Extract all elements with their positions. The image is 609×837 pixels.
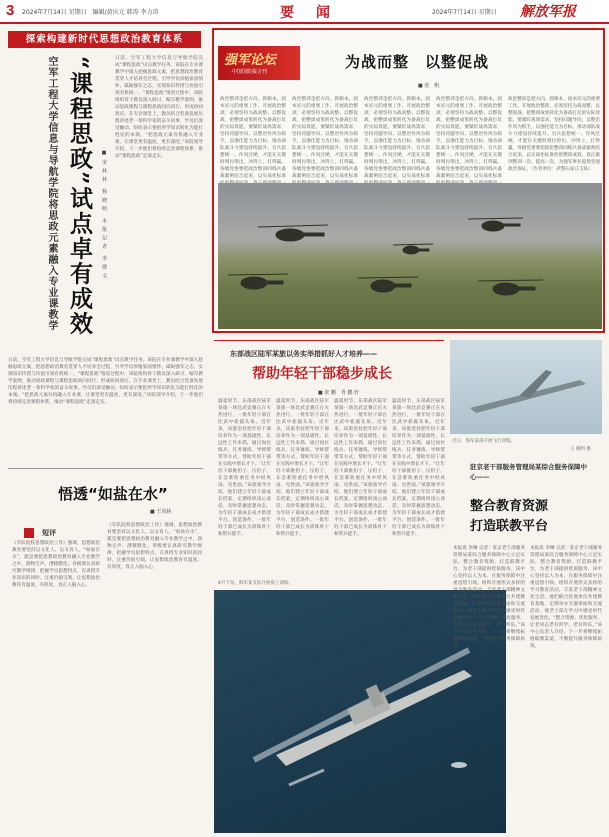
col4-body-b: 本报讯 李琳 记者：驻京老干部服务管理局某综合服务保障中心立足实际，整合教育资源，打造联教平台，为老干部提供优质服务。该中心坚持以人为本，在服务保障中注重思想引领，组织开展形式多样的学习教育活动，丰富老干部精神文化生活。他们联合驻地单位共建教育基地，定期举办专题讲座和交流活动，使老干部在学习中感受时代发展变化。“整合资源、优化服务，让老同志老有所学、老有所乐。”该中心负责人介绍，下一步将继续拓展联教渠道，不断提升服务保障质效。 (530, 546, 602, 649)
col1-headline: “课程思政”试点卓有成效 (66, 56, 93, 337)
aircraft-photo-credit: 王 晓明 摄 (570, 447, 591, 452)
col1b-body-continued: 《军队院校思想政治工作》强调，思想政治教育要坚持以文化人、以文育人。“如盐在水”，就是要把思想政治教育融入专业教学之中，润物无声、潜移默化。各级要认真研究教学规律，把握学员思想特点，在讲授专业知识的同时，注重价值引领，让思想政治教育有温度、有厚度，真正入脑入心。 (107, 523, 202, 570)
feature-body-col4: 政治整训是把方向、抓根本、固本培元的重要工作。开展政治整训，必须坚持为战而整、以整促战，把整训成果转化为备战打仗的实际效能。要紧盯战场需求，坚持问题导向，以整治作风为抓手，以强化能力为目标，推动部队战斗力建设持续提升。官兵思想统一、作风过硬，才能在关键时刻拉得出、冲得上、打得赢。各级党委要把政治整训同练兵备战紧密结合起来，以实战化标准 (436, 97, 502, 179)
feature-body-col2: 政治整训是把方向、抓根本、固本培元的重要工作。开展政治整训，必须坚持为战而整、以整促战，把整训成果转化为备战打仗的实际效能。要紧盯战场需求，坚持问题导向，以整治作风为抓手，以强化能力为目标，推动部队战斗力建设持续提升。官兵思想统一、作风过硬，才能在关键时刻拉得出、冲得上、打得赢。各级党委要把政治整训同练兵备战紧密结合起来，以实战化标准 (292, 97, 358, 179)
column-banner: 探索构建新时代思想政治教育体系 (8, 31, 201, 48)
mid-headline: 帮助年轻干部稳步成长 (252, 366, 392, 382)
helicopter-icon (258, 225, 328, 241)
feature-body-col1: 政治整训是把方向、抓根本、固本培元的重要工作。开展政治整训，必须坚持为战而整、以整促战，把整训成果转化为备战打仗的实际效能。要紧盯战场需求，坚持问题导向，以整治作风为抓手，以强化能力为目标，推动部队战斗力建设持续提升。官兵思想统一、作风过硬，才能在关键时刻拉得出、冲得上、打得赢。各级党委要把政治整训同练兵备战紧密结合起来，以实战化标准 (220, 97, 286, 179)
col1b-byline: ■ 王凤林 (150, 509, 172, 515)
helicopter-icon (358, 277, 418, 292)
feature-byline: ■ 张 帆 (418, 83, 440, 89)
col4-headline-1: 整合教育资源 (470, 499, 549, 514)
col1-subtitle: 空军工程大学信息与导航学院将思政元素融入专业课教学 (46, 56, 57, 331)
aircraft-scene (450, 340, 602, 434)
forum-badge (218, 46, 300, 80)
feature-headline: 为战而整 以整促战 (345, 53, 490, 71)
mid-body-col1: 盛夏时节，东部战区陆军某旅一场比武竞赛正在火热进行，一批年轻干部在比武中崭露头角。近年来，该旅坚持把年轻干部培养作为一项基础性、长远性工作来抓，通过岗位练兵、任务锤炼、导师帮带等方式，帮助年轻干部在实践中增长才干。“让年轻干部挑担子、压担子，在急难险重任务中经风雨、见世面。”该旅领导介绍，他们建立年轻干部成长档案，定期组织谈心谈话，及时掌握思想动态，为年轻干部成长成才搭建平台、创造条件。一批年轻干部已成长为训练骨干和带兵能手。 (218, 399, 271, 537)
helicopter-scene (218, 183, 602, 329)
col1b-headline: 悟透“如盐在水” (58, 485, 168, 503)
helicopter-photo (218, 183, 602, 329)
mid-body-col2: 盛夏时节，东部战区陆军某旅一场比武竞赛正在火热进行，一批年轻干部在比武中崭露头角。近年来，该旅坚持把年轻干部培养作为一项基础性、长远性工作来抓，通过岗位练兵、任务锤炼、导师帮带等方式，帮助年轻干部在实践中增长才干。“让年轻干部挑担子、压担子，在急难险重任务中经风雨、见世面。”该旅领导介绍，他们建立年轻干部成长档案，定期组织谈心谈话，及时掌握思想动态，为年轻干部成长成才搭建平台、创造条件。一批年轻干部已成长为训练骨干和带兵能手。 (276, 399, 329, 537)
feature-body-col3: 政治整训是把方向、抓根本、固本培元的重要工作。开展政治整训，必须坚持为战而整、以整促战，把整训成果转化为备战打仗的实际效能。要紧盯战场需求，坚持问题导向，以整治作风为抓手，以强化能力为目标，推动部队战斗力建设持续提升。官兵思想统一、作风过硬，才能在关键时刻拉得出、冲得上、打得赢。各级党委要把政治整训同练兵备战紧密结合起来，以实战化标准 (364, 97, 430, 179)
feature-body-col5: 政治整训是把方向、抓根本、固本培元的重要工作。开展政治整训，必须坚持为战而整、以整促战，把整训成果转化为备战打仗的实际效能。要紧盯战场需求，坚持问题导向，以整治作风为抓手，以强化能力为目标，推动部队战斗力建设持续提升。官兵思想统一、作风过硬，才能在关键时刻拉得出、冲得上、打得赢。各级党委要把政治整训同练兵备战紧密结合起来，以实战化标准检验整训成效，真正做到整训一次、提高一次，为强军事业提供坚强政治保证。（作者单位：武警石家庄支队） (508, 97, 600, 172)
comment-icon (24, 528, 34, 538)
col1-body-continued: 日前，空军工程大学信息与导航学院完成“课程思政”试点教学任务。该院在专业课教学中深入挖掘思政元素，把思想政治教育贯穿人才培养全过程，引导学员厚植家国情怀、砥砺强军之志，实现知识传授与价值引领有机统一。“课程思政”推进过程中，该院组织骨干教员深入研讨，编写教学案例，推动思政课程与课程思政同向同行、形成协同效应。在专业课堂上，教员结合装备发展历程讲述老一辈科学家的奋斗故事，学员们深受触动，纷纷表示要把所学知识转化为能打胜仗的本领。“把思政元素有机融入专业课，让课堂更有温度、更有深度。”该院领导介绍，下一步他们将持续完善课程体系，推动“课程思政”走深走实。 (8, 358, 203, 405)
helicopter-icon (478, 280, 543, 295)
aircraft-photo-caption: 近日，海军某部开展飞行训练。 (452, 439, 515, 444)
col4-body-a: 本报讯 李琳 记者：驻京老干部服务管理局某综合服务保障中心立足实际，整合教育资源，打造联教平台，为老干部提供优质服务。该中心坚持以人为本，在服务保障中注重思想引领，组织开展形式多样的学习教育活动，丰富老干部精神文化生活。他们联合驻地单位共建教育基地，定期举办专题讲座和交流活动，使老干部在学习中感受时代发展变化。“整合资源、优化服务，让老同志老有所学、老有所乐。”该中心负责人介绍，下一步将继续拓展联教渠道，不断提升服务保障质效。 (453, 546, 525, 649)
helicopter-icon (228, 274, 288, 289)
mid-body-col4: 盛夏时节，东部战区陆军某旅一场比武竞赛正在火热进行，一批年轻干部在比武中崭露头角。近年来，该旅坚持把年轻干部培养作为一项基础性、长远性工作来抓，通过岗位练兵、任务锤炼、导师帮带等方式，帮助年轻干部在实践中增长才干。“让年轻干部挑担子、压担子，在急难险重任务中经风雨、见世面。”该旅领导介绍，他们建立年轻干部成长档案，定期组织谈心谈话，及时掌握思想动态，为年轻干部成长成才搭建平台、创造条件。一批年轻干部已成长为训练骨干和带兵能手。 (392, 399, 445, 537)
comment-tag (24, 522, 56, 541)
section-title: 要 闻 (280, 5, 334, 21)
col1b-body: 《军队院校思想政治工作》强调，思想政治教育要坚持以文化人、以文育人。“如盐在水”，就是要把思想政治教育融入专业教学之中，润物无声、潜移默化。各级要认真研究教学规律，把握学员思想特点，在讲授专业知识的同时，注重价值引领，让思想政治教育有温度、有厚度，真正入脑入心。 (12, 541, 100, 588)
helicopter-icon (393, 244, 433, 254)
col4-kicker: 驻京老干部服务管理局某综合服务保障中心—— (470, 463, 587, 481)
col1-byline: ■ 宋 林 林 杨 晓 明 本 报 记 者 李 建 文 (101, 150, 107, 279)
forum-badge-title: 强军论坛 (224, 53, 277, 68)
warship-icon (276, 670, 472, 766)
forum-badge-sub: 中国国防报合刊 (232, 69, 268, 75)
divider (8, 468, 203, 469)
mid-kicker: 东部战区陆军某旅以务实举措抓好人才培养—— (230, 350, 377, 358)
newspaper-logo: 解放军报 (520, 4, 576, 20)
helicopter-icon (468, 218, 523, 231)
red-rule (214, 340, 444, 341)
header-left-date: 2024年7月14日 星期日 编辑/黄庆元 韩涛 李力涛 (22, 9, 159, 16)
page-number: 3 (6, 2, 15, 19)
warship-photo-caption: 4月下旬，海军某支队开展海上训练。 (218, 581, 293, 586)
mid-body-col3: 盛夏时节，东部战区陆军某旅一场比武竞赛正在火热进行，一批年轻干部在比武中崭露头角。近年来，该旅坚持把年轻干部培养作为一项基础性、长远性工作来抓，通过岗位练兵、任务锤炼、导师帮带等方式，帮助年轻干部在实践中增长才干。“让年轻干部挑担子、压担子，在急难险重任务中经风雨、见世面。”该旅领导介绍，他们建立年轻干部成长档案，定期组织谈心谈话，及时掌握思想动态，为年轻干部成长成才搭建平台、创造条件。一批年轻干部已成长为训练骨干和带兵能手。 (334, 399, 387, 537)
col1-body: 日前，空军工程大学信息与导航学院完成“课程思政”试点教学任务。该院在专业课教学中深入挖掘思政元素，把思想政治教育贯穿人才培养全过程，引导学员厚植家国情怀、砥砺强军之志，实现知识传授与价值引领有机统一。“课程思政”推进过程中，该院组织骨干教员深入研讨，编写教学案例，推动思政课程与课程思政同向同行、形成协同效应。在专业课堂上，教员结合装备发展历程讲述老一辈科学家的奋斗故事，学员们深受触动，纷纷表示要把所学知识转化为能打胜仗的本领。“把思政元素有机融入专业课，让课堂更有温度、更有深度。”该院领导介绍，下一步他们将持续完善课程体系，推动“课程思政”走深走实。 (115, 56, 203, 159)
aircraft-photo (450, 340, 602, 434)
header-right-date: 2024年7月14日 星期日 (432, 9, 497, 16)
comment-tag-label: 短评 (42, 528, 57, 537)
page-header (0, 0, 609, 24)
col4-headline-2: 打造联教平台 (470, 519, 549, 534)
mid-byline: ■ 张 鹏 胥 鹏 轩 (318, 390, 360, 396)
